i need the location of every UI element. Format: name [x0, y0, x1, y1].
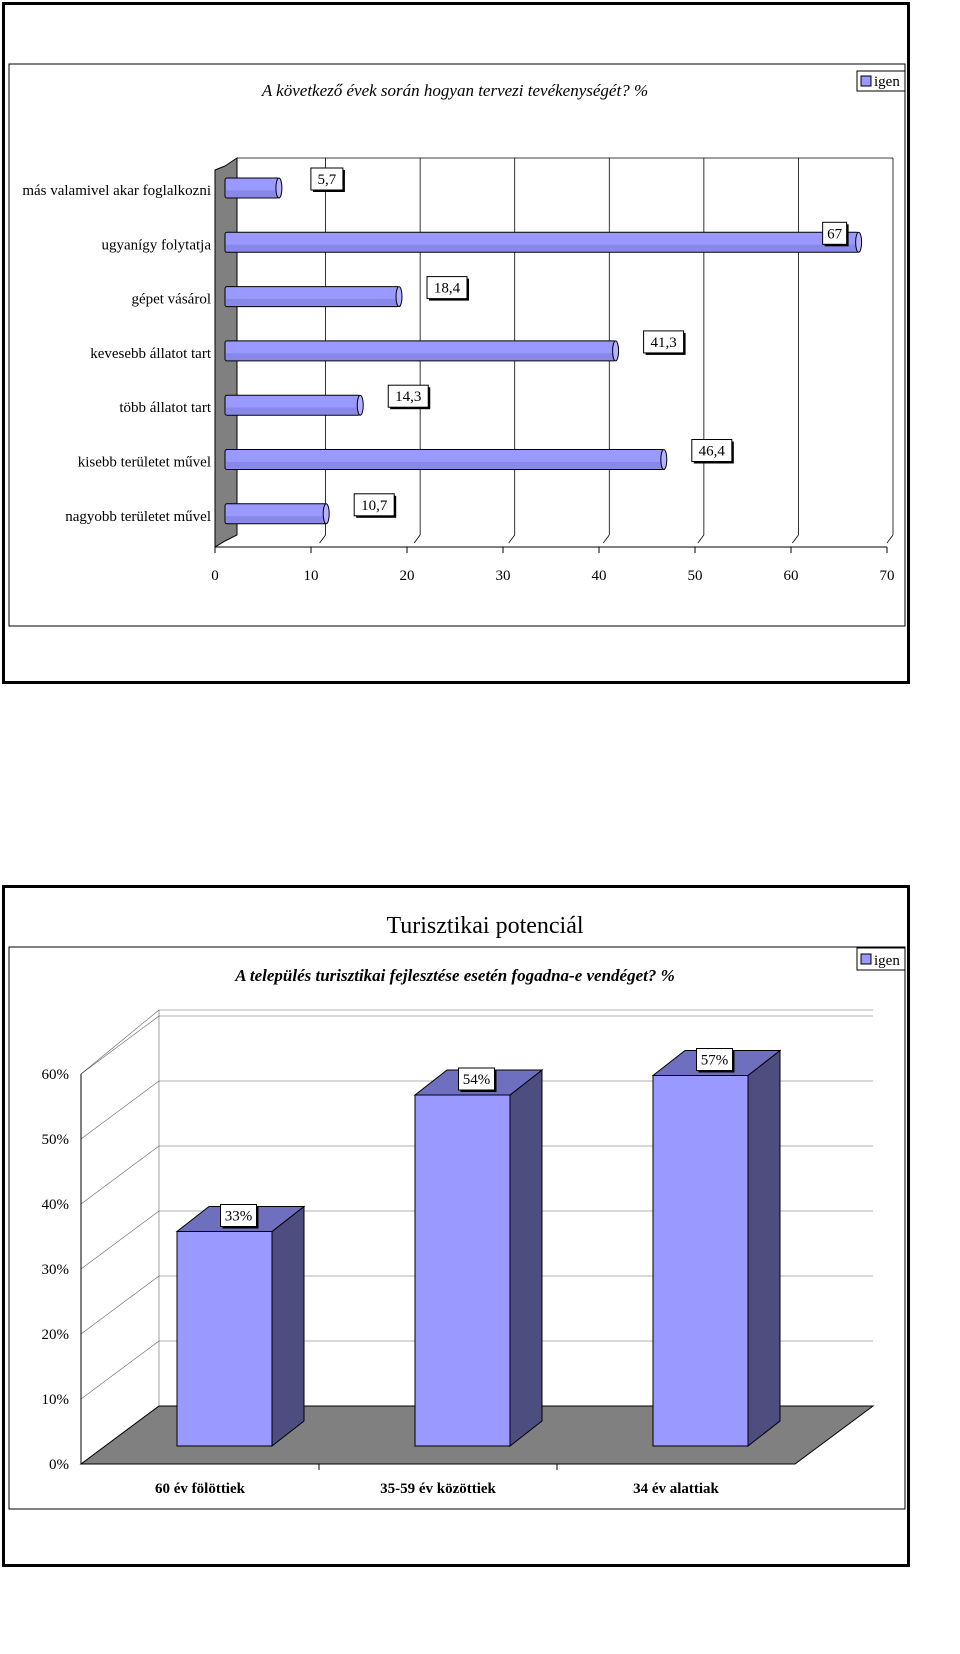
category-label: 60 év fölöttiek [155, 1481, 245, 1497]
category-label: több állatot tart [119, 400, 211, 417]
bar-cap [323, 504, 329, 524]
chart-1-frame [2, 2, 910, 684]
bar-shade [226, 408, 359, 415]
gridline-floor [603, 535, 609, 543]
bar-cap [613, 341, 619, 361]
side-gridline [81, 1081, 159, 1139]
x-tick-label: 50 [687, 568, 703, 584]
x-tick-label: 60 [783, 568, 799, 584]
y-tick-label: 40% [41, 1197, 69, 1213]
column [415, 1095, 510, 1446]
side-gridline [81, 1276, 159, 1334]
category-label: más valamivel akar foglalkozni [22, 183, 211, 199]
chart-subtitle: A település turisztikai fejlesztése esetén fogadna-e vendéget? % [235, 966, 675, 985]
value-label: 5,7 [317, 172, 337, 188]
category-label: 35-59 év közöttiek [380, 1481, 496, 1497]
x-tick-label: 40 [591, 568, 607, 584]
side-gridline [81, 1211, 159, 1269]
column [653, 1076, 748, 1447]
value-label: 10,7 [361, 497, 388, 514]
value-label: 46,4 [698, 443, 725, 460]
value-label: 41,3 [650, 334, 677, 351]
column-side [272, 1207, 304, 1447]
y-tick-label: 0% [49, 1457, 69, 1473]
x-tick-label: 70 [879, 568, 895, 584]
bar-shade [226, 190, 278, 197]
side-gridline [81, 1016, 159, 1074]
legend-swatch [861, 954, 871, 964]
x-tick-label: 20 [399, 568, 415, 584]
category-label: kisebb területet művel [77, 454, 211, 471]
category-label: kevesebb állatot tart [90, 345, 211, 362]
chart-subtitle: A következő évek során hogyan tervezi tevékenységét? % [261, 81, 649, 100]
bar-cap [396, 287, 402, 307]
y-tick-label: 30% [41, 1262, 69, 1278]
category-label: gépet vásárol [131, 291, 211, 308]
chart-2-frame [2, 885, 910, 1567]
x-tick-label: 30 [495, 568, 511, 584]
bar-shade [226, 353, 615, 360]
bar-shade [226, 462, 663, 469]
y-tick-label: 10% [41, 1392, 69, 1408]
y-tick-label: 60% [41, 1067, 69, 1083]
top-edge [81, 1010, 159, 1074]
chart-2-svg [5, 888, 907, 1564]
column-side [510, 1070, 542, 1446]
value-label: 14,3 [395, 389, 422, 406]
bar-cap [856, 232, 862, 252]
bar-shade [226, 299, 398, 306]
y-tick-label: 50% [41, 1132, 69, 1148]
value-label: 57% [700, 1052, 729, 1069]
category-label: 34 év alattiak [633, 1481, 719, 1497]
bar-cap [661, 450, 667, 470]
gridline-floor [792, 535, 798, 543]
x-tick-label: 0 [211, 568, 219, 584]
gridline-floor [887, 535, 893, 543]
category-label: nagyobb területet művel [65, 508, 211, 525]
side-gridline [81, 1341, 159, 1399]
bar-shade [226, 245, 858, 252]
gridline-floor [698, 535, 704, 543]
value-label: 54% [462, 1072, 491, 1088]
gridline-floor [509, 535, 515, 543]
side-gridline [81, 1146, 159, 1204]
category-label: ugyanígy folytatja [101, 237, 211, 254]
bar-cap [357, 395, 363, 415]
legend-label: igen [874, 953, 900, 969]
legend-swatch [861, 76, 871, 86]
y-tick-label: 20% [41, 1327, 69, 1343]
chart-1-svg [5, 5, 907, 681]
bar-cap [276, 178, 282, 198]
x-tick-label: 10 [303, 568, 319, 584]
chart-title: Turisztikai potenciál [386, 913, 584, 939]
legend-label: igen [874, 74, 900, 90]
column [177, 1232, 272, 1447]
gridline-floor [414, 535, 420, 543]
bar-shade [226, 516, 325, 523]
value-label: 18,4 [433, 280, 461, 297]
column-side [748, 1051, 780, 1447]
gridline-floor [320, 535, 326, 543]
value-label: 33% [224, 1208, 253, 1225]
value-label: 67 [827, 226, 843, 243]
